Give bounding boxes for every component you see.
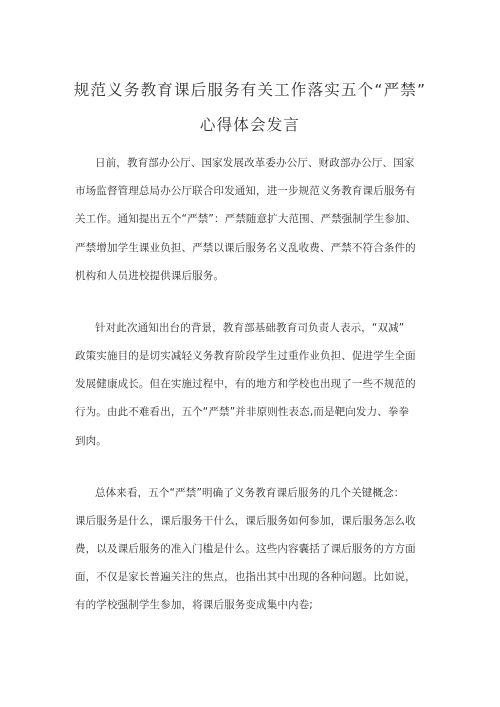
paragraph-3-line-5: 有的学校强制学生参加，将课后服务变成集中内卷; (75, 599, 313, 611)
paragraph-3-line-4: 面，不仅是家长普遍关注的焦点，也指出其中出现的各种问题。比如说， (75, 571, 416, 583)
paragraph-1-line-1: 日前，教育部办公厅、国家发展改革委办公厅、财政部办公厅、国家 (95, 157, 415, 169)
document-title-line1: 规范义务教育课后服务有关工作落实五个“严禁” (73, 81, 427, 99)
paragraph-2-line-2: 政策实施目的是切实减轻义务教育阶段学生过重作业负担、促进学生全面 (75, 350, 416, 362)
paragraph-3-line-2: 课后服务是什么，课后服务干什么，课后服务如何参加，课后服务怎么收 (75, 515, 416, 527)
paragraph-3-line-1: 总体来看，五个“严禁”明确了义务教育课后服务的几个关键概念： (95, 487, 405, 499)
document-title-line2: 心得体会发言 (199, 116, 301, 134)
paragraph-2-line-3: 发展健康成长。但在实施过程中，有的地方和学校也出现了一些不规范的 (75, 378, 416, 390)
paragraph-1-line-2: 市场监督管理总局办公厅联合印发通知，进一步规范义务教育课后服务有 (75, 185, 416, 197)
paragraph-2-line-5: 到肉。 (75, 435, 107, 447)
paragraph-1-line-4: 严禁增加学生课业负担、严禁以课后服务名义乱收费、严禁不符合条件的 (75, 242, 416, 254)
paragraph-1-line-3: 关工作。通知提出五个“严禁”：严禁随意扩大范围、严禁强制学生参加、 (75, 213, 417, 225)
paragraph-1-line-5: 机构和人员进校提供课后服务。 (75, 270, 225, 282)
paragraph-2-line-4: 行为。由此不难看出，五个“严禁”并非原则性表态,而是靶向发力、拳拳 (75, 406, 410, 418)
paragraph-3-line-3: 费，以及课后服务的准入门槛是什么。这些内容囊括了课后服务的方方面 (75, 543, 416, 555)
paragraph-2-line-1: 针对此次通知出台的背景，教育部基础教育司负责人表示，“双减” (95, 322, 405, 334)
